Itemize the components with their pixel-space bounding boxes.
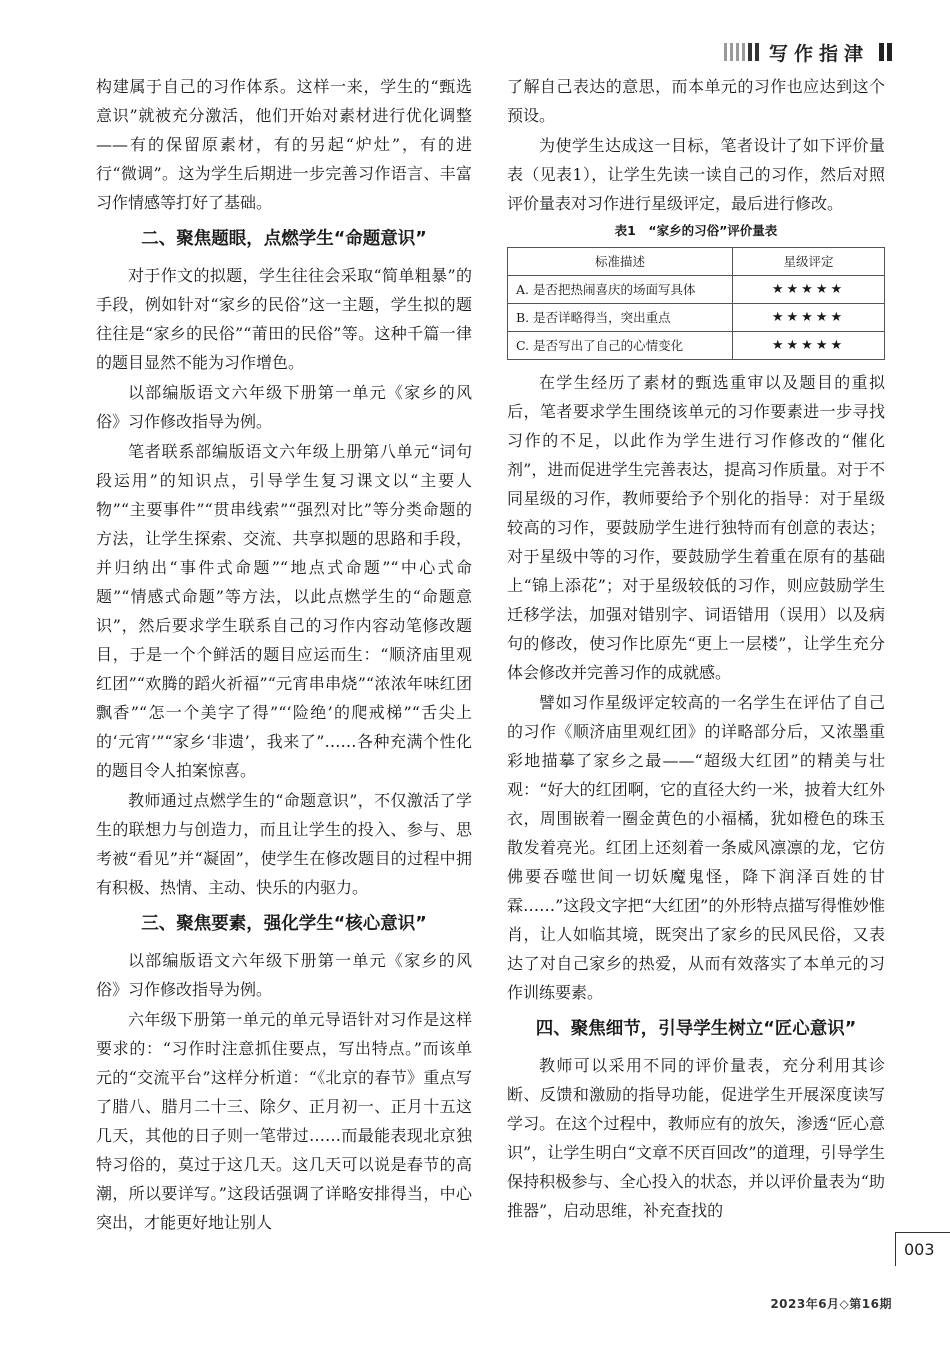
header-decoration-bars [724,43,759,61]
issue-date: 2023年6月◇第16期 [770,1297,892,1311]
criterion-cell: C. 是否写出了自己的心情变化 [508,332,733,360]
paragraph: 了解自己表达的意思，而本单元的习作也应达到这个预设。 [507,77,885,125]
page-number: 003 [895,1232,950,1266]
evaluation-table [507,247,885,360]
section-heading-3: 三、聚焦要素，强化学生“核心意识” [141,914,427,934]
left-column [96,72,472,1238]
table-header-cell: 标准描述 [508,248,733,276]
table-row [508,304,885,332]
right-column [507,72,885,1226]
criterion-cell: B. 是否详略得当，突出重点 [508,304,733,332]
paragraph: 以部编版语文六年级下册第一单元《家乡的风俗》习作修改指导为例。 [96,383,472,431]
paragraph: 笔者联系部编版语文六年级上册第八单元“词句段运用”的知识点，引导学生复习课文以“主要人物”“主要事件”“贯串线索”“强烈对比”等分类命题的方法，让学生探索、交流、共享拟题的思路和手段，并归纳出“事件式命题”“地点式命题”“中心式命题”“情感式命题”等方法，以此点燃学生的“命题意识”，然后要求学生联系自己的习作内容动笔修改题目，于是一个个鲜活的题目应运而生：“顺济庙里观红团”“欢腾的蹈火祈福”“元宵串串烧”“浓浓年味红团飘香”“怎一个美字了得”“‘险绝’的爬戒梯”“舌尖上的‘元宵’”“家乡‘非遗’，我来了”……各种充满个性化的题目令人拍案惊喜。 [96,442,472,780]
table-caption: 表1 “家乡的习俗”评价量表 [614,223,778,238]
table-header-row [508,248,885,276]
criterion-cell: A. 是否把热闹喜庆的场面写具体 [508,276,733,304]
star-rating-cell: ★★★★★ [733,332,885,360]
paragraph: 譬如习作星级评定较高的一名学生在评估了自己的习作《顺济庙里观红团》的详略部分后，又浓墨重彩地描摹了家乡之最——“超级大红团”的精美与壮观：“好大的红团啊，它的直径大约一米，披着大红外衣，周围嵌着一圈金黄色的小福橘，犹如橙色的珠玉散发着亮光。红团上还刻着一条威风凛凛的龙，它仿佛要吞噬世间一切妖魔鬼怪，降下润泽百姓的甘霖……”这段文字把“大红团”的外形特点描写得惟妙惟肖，让人如临其境，既突出了家乡的民风民俗，又表达了对自己家乡的热爱，从而有效落实了本单元的习作训练要素。 [507,693,885,1002]
paragraph: 在学生经历了素材的甄选重审以及题目的重拟后，笔者要求学生围绕该单元的习作要素进一步寻找习作的不足，以此作为学生进行习作修改的“催化剂”，进而促进学生完善表达，提高习作质量。对于不同星级的习作，教师要给予个别化的指导：对于星级较高的习作，要鼓励学生进行独特而有创意的表达；对于星级中等的习作，要鼓励学生着重在原有的基础上“锦上添花”；对于星级较低的习作，则应鼓励学生迁移学法，加强对错别字、词语错用（误用）以及病句的修改，使习作比原先“更上一层楼”，让学生充分体会修改并完善习作的成就感。 [507,373,885,682]
paragraph: 教师通过点燃学生的“命题意识”，不仅激活了学生的联想力与创造力，而且让学生的投入、参与、思考被“看见”并“凝固”，使学生在修改题目的过程中拥有积极、热情、主动、快乐的内驱力。 [96,791,472,897]
paragraph: 以部编版语文六年级下册第一单元《家乡的风俗》习作修改指导为例。 [96,951,472,999]
table-header-cell: 星级评定 [733,248,885,276]
section-heading-2: 二、聚焦题眼，点燃学生“命题意识” [141,229,427,249]
running-header [724,40,892,64]
paragraph: 教师可以采用不同的评价量表，充分利用其诊断、反馈和激励的指导功能，促进学生开展深度读写学习。在这个过程中，教师应有的放矢，渗透“匠心意识”，让学生明白“文章不厌百回改”的道理，引导学生保持积极参与、全心投入的状态，并以评价量表为“助推器”，启动思维，补充查找的 [507,1056,885,1220]
table-row [508,276,885,304]
paragraph: 对于作文的拟题，学生往往会采取“简单粗暴”的手段，例如针对“家乡的民俗”这一主题，学生拟的题往往是“家乡的民俗”“莆田的民俗”等。这种千篇一律的题目显然不能为习作增色。 [96,266,472,372]
paragraph: 为使学生达成这一目标，笔者设计了如下评价量表（见表1），让学生先读一读自己的习作，然后对照评价量表对习作进行星级评定，最后进行修改。 [507,136,885,213]
header-title: 写作指津 [768,42,869,65]
star-rating-cell: ★★★★★ [733,304,885,332]
header-end-bars [879,43,892,61]
paragraph: 六年级下册第一单元的单元导语针对习作是这样要求的：“习作时注意抓住要点，写出特点。”而该单元的“交流平台”这样分析道：“《北京的春节》重点写了腊八、腊月二十三、除夕、正月初一、正月十五这几天，其他的日子则一笔带过……而最能表现北京独特习俗的，莫过于这几天。这几天可以说是春节的高潮，所以要详写。”这段话强调了详略安排得当，中心突出，才能更好地让别人 [96,1010,472,1232]
table-row [508,332,885,360]
paragraph: 构建属于自己的习作体系。这样一来，学生的“甄选意识”就被充分激活，他们开始对素材进行优化调整——有的保留原素材，有的另起“炉灶”，有的进行“微调”。这为学生后期进一步完善习作语言、丰富习作情感等打好了基础。 [96,77,472,212]
section-heading-4: 四、聚焦细节，引导学生树立“匠心意识” [535,1019,857,1039]
star-rating-cell: ★★★★★ [733,276,885,304]
